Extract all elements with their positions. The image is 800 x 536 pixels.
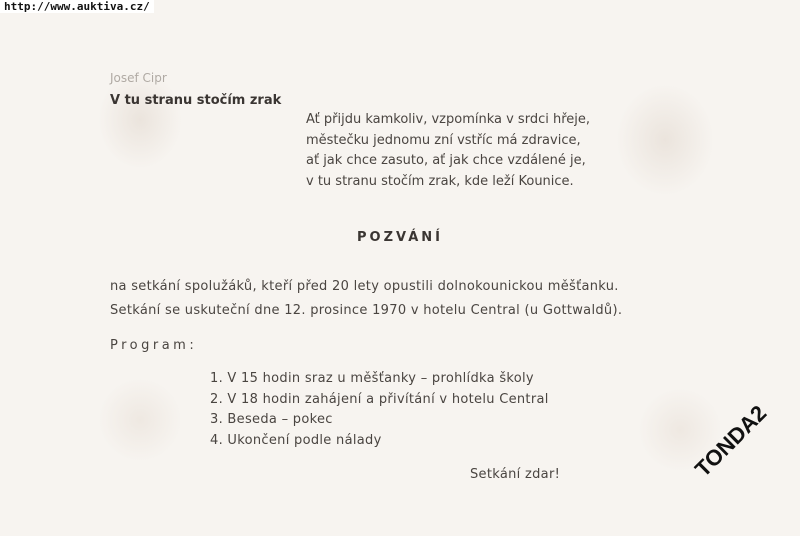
list-item: 3. Beseda – pokec	[210, 412, 333, 427]
list-item: 4. Ukončení podle nálady	[210, 432, 382, 448]
poem-line: městečku jednomu zní vstříc má zdravice,	[306, 132, 581, 148]
invitation-paragraph	[110, 275, 622, 323]
paragraph-line: na setkání spolužáků, kteří před 20 lety opustili dolnokounickou měšťanku.	[110, 279, 619, 294]
list-item: 2. V 18 hodin zahájení a přivítání v hotelu Central	[210, 391, 549, 407]
source-url: http://www.auktiva.cz/	[0, 0, 154, 13]
poem-title: V tu stranu stočím zrak	[110, 93, 282, 108]
poem-line: v tu stranu stočím zrak, kde leží Kounice.	[306, 173, 574, 189]
invitation-heading: POZVÁNÍ	[357, 230, 443, 245]
program-list	[210, 369, 549, 451]
program-label: Program:	[110, 338, 198, 353]
poem-line: ať jak chce zasuto, ať jak chce vzdálené je,	[306, 153, 586, 168]
closing-greeting: Setkání zdar!	[470, 467, 561, 482]
seller-watermark: TONDA2	[690, 400, 772, 482]
list-item: 1. V 15 hodin sraz u měšťanky – prohlídka školy	[210, 371, 534, 386]
poem-author: Josef Cipr	[110, 71, 167, 85]
paragraph-line: Setkání se uskuteční dne 12. prosince 1970 v hotelu Central (u Gottwaldů).	[110, 303, 623, 318]
poem-line: Ať přijdu kamkoliv, vzpomínka v srdci hřeje,	[306, 112, 591, 127]
poem-verse	[306, 110, 590, 192]
